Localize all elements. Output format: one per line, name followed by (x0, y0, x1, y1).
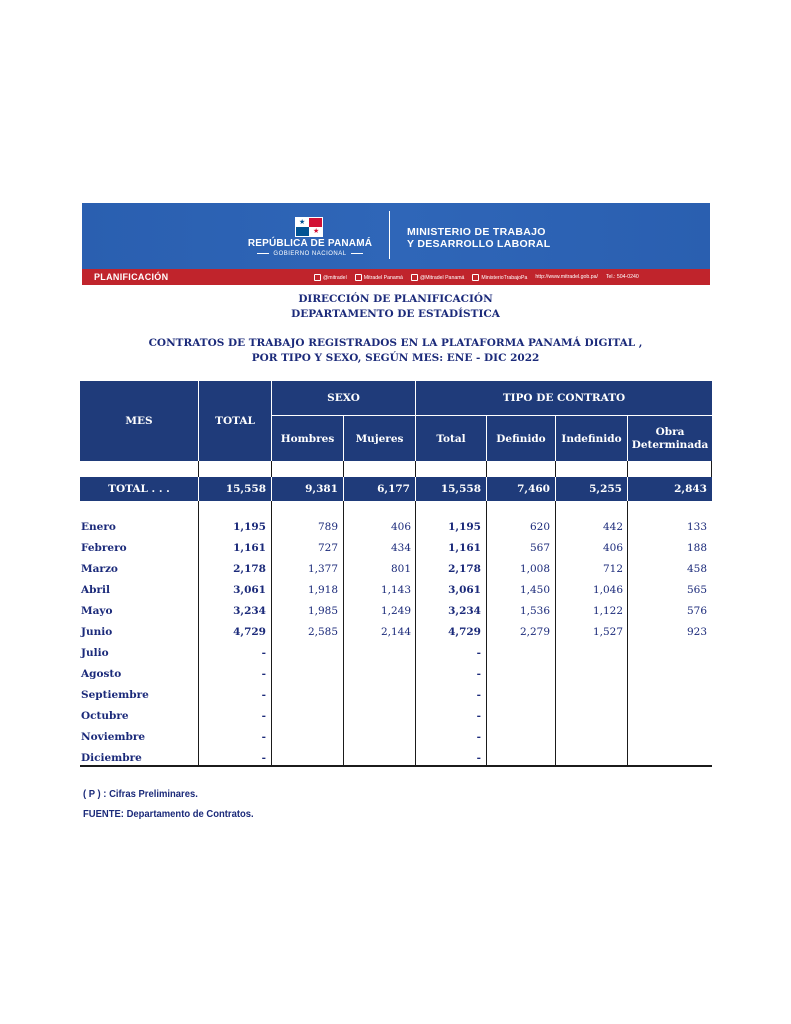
cell-mujeres: 801 (390, 562, 411, 575)
cell-total: - (261, 688, 266, 701)
cell-obra: 188 (686, 541, 707, 554)
header-mujeres: Mujeres (355, 432, 404, 445)
cell-definido: 620 (529, 520, 550, 533)
cell-indefinido: 1,046 (592, 583, 623, 596)
table-row (80, 516, 712, 537)
cell-total-contrato: - (476, 667, 481, 680)
cell-mes: Junio (81, 625, 113, 638)
totals-total-contrato: 15,558 (440, 483, 481, 495)
cell-obra: 458 (686, 562, 707, 575)
cell-definido: 2,279 (519, 625, 550, 638)
cell-total-contrato: - (476, 646, 481, 659)
cell-obra: 565 (686, 583, 707, 596)
header-indefinido: Indefinido (561, 432, 622, 445)
social-twitter: @mitradel (314, 274, 347, 281)
cell-indefinido: 1,527 (592, 625, 623, 638)
cell-obra: 576 (686, 604, 707, 617)
cell-mujeres: 1,143 (380, 583, 411, 596)
title-line-1: CONTRATOS DE TRABAJO REGISTRADOS EN LA PLATAFORMA PANAMÁ DIGITAL , (148, 337, 643, 349)
cell-mes: Agosto (81, 667, 122, 680)
cell-obra: 133 (686, 520, 707, 533)
table-row (80, 684, 712, 705)
government-label: GOBIERNO NACIONAL (240, 251, 380, 257)
header-obra-determinada: Obra Determinada (631, 425, 709, 451)
cell-total: 1,195 (233, 520, 266, 533)
cell-total-contrato: 2,178 (448, 562, 481, 575)
cell-total-contrato: - (476, 751, 481, 764)
phone-label: Tel.: 504-0240 (605, 274, 639, 280)
ministry-line-2: Y DESARROLLO LABORAL (407, 238, 551, 250)
totals-total: 15,558 (225, 483, 266, 495)
cell-total: - (261, 730, 266, 743)
banner-divider (389, 211, 390, 259)
cell-total: - (261, 751, 266, 764)
table-row (80, 642, 712, 663)
instagram-icon (411, 274, 418, 281)
totals-indefinido: 5,255 (589, 483, 622, 495)
cell-definido: 1,536 (519, 604, 550, 617)
title-line-2: POR TIPO Y SEXO, SEGÚN MES: ENE - DIC 2022 (251, 352, 540, 364)
cell-mes: Mayo (81, 604, 113, 617)
republic-label: REPÚBLICA DE PANAMÁ (247, 238, 373, 249)
cell-obra: 923 (686, 625, 707, 638)
cell-definido: 567 (529, 541, 550, 554)
banner-top (82, 203, 710, 269)
website-link: http://www.mitradel.gob.pa/ (535, 274, 598, 280)
totals-label: TOTAL . . . (108, 483, 170, 495)
cell-mes: Julio (81, 646, 109, 659)
cell-mujeres: 434 (390, 541, 411, 554)
cell-mes: Septiembre (81, 688, 149, 701)
cell-total-contrato: 1,161 (448, 541, 481, 554)
cell-total: 1,161 (233, 541, 266, 554)
table-row (80, 600, 712, 621)
cell-indefinido: 712 (602, 562, 623, 575)
table-row (80, 663, 712, 684)
cell-hombres: 727 (317, 541, 338, 554)
table-bottom-border (80, 765, 712, 767)
twitter-icon (314, 274, 321, 281)
cell-mujeres: 406 (390, 520, 411, 533)
cell-total: - (261, 667, 266, 680)
cell-indefinido: 442 (602, 520, 623, 533)
header-hombres: Hombres (280, 432, 335, 445)
header-total: TOTAL (215, 415, 255, 427)
table-row (80, 558, 712, 579)
cell-mujeres: 2,144 (380, 625, 411, 638)
header-sexo: SEXO (327, 392, 360, 404)
cell-mes: Noviembre (81, 730, 146, 743)
cell-total: - (261, 709, 266, 722)
totals-row (80, 477, 712, 501)
cell-total: 3,061 (233, 583, 266, 596)
cell-definido: 1,008 (519, 562, 550, 575)
section-label: PLANIFICACIÓN (94, 272, 169, 282)
cell-mujeres: 1,249 (380, 604, 411, 617)
note-source: FUENTE: Departamento de Contratos. (83, 808, 254, 820)
cell-total-contrato: 3,061 (448, 583, 481, 596)
cell-mes: Febrero (81, 541, 127, 554)
header-tipo-contrato: TIPO DE CONTRATO (502, 392, 626, 404)
table-row (80, 621, 712, 642)
heading-department-1: DIRECCIÓN DE PLANIFICACIÓN (298, 293, 493, 305)
cell-mes: Enero (81, 520, 116, 533)
totals-obra: 2,843 (674, 483, 707, 495)
cell-total-contrato: - (476, 709, 481, 722)
table-row (80, 726, 712, 747)
cell-definido: 1,450 (519, 583, 550, 596)
cell-indefinido: 1,122 (592, 604, 623, 617)
heading-department-2: DEPARTAMENTO DE ESTADÍSTICA (291, 308, 500, 320)
note-preliminary: ( P ) : Cifras Preliminares. (83, 788, 198, 800)
table-header (80, 381, 712, 461)
table-row (80, 537, 712, 558)
cell-hombres: 2,585 (307, 625, 338, 638)
social-youtube: MinisterioTrabajoPa (472, 274, 527, 281)
cell-total-contrato: 3,234 (448, 604, 481, 617)
table-row (80, 705, 712, 726)
table-row (80, 579, 712, 600)
panama-flag-icon: ★ ★ (295, 217, 323, 237)
social-links (314, 274, 639, 281)
totals-hombres: 9,381 (305, 483, 338, 495)
cell-total: - (261, 646, 266, 659)
cell-total-contrato: 1,195 (448, 520, 481, 533)
ministry-name (407, 226, 550, 250)
cell-mes: Abril (81, 583, 110, 596)
header-mes: MES (125, 415, 153, 427)
ministry-line-1: MINISTERIO DE TRABAJO (407, 226, 546, 238)
facebook-icon (355, 274, 362, 281)
totals-mujeres: 6,177 (377, 483, 410, 495)
cell-total-contrato: 4,729 (448, 625, 481, 638)
social-instagram: @Mitradel Panamá (411, 274, 464, 281)
cell-hombres: 1,985 (307, 604, 338, 617)
youtube-icon (472, 274, 479, 281)
cell-mes: Octubre (81, 709, 129, 722)
totals-definido: 7,460 (517, 483, 550, 495)
cell-mes: Diciembre (81, 751, 142, 764)
cell-mes: Marzo (81, 562, 118, 575)
cell-total-contrato: - (476, 730, 481, 743)
social-facebook: Mitradel Panamá (355, 274, 403, 281)
cell-indefinido: 406 (602, 541, 623, 554)
cell-total: 3,234 (233, 604, 266, 617)
banner-strip (82, 269, 710, 285)
ministry-banner (82, 203, 710, 285)
header-total-contrato: Total (436, 432, 466, 445)
cell-hombres: 789 (317, 520, 338, 533)
cell-hombres: 1,918 (307, 583, 338, 596)
cell-total: 2,178 (233, 562, 266, 575)
cell-total: 4,729 (233, 625, 266, 638)
header-definido: Definido (496, 432, 546, 445)
cell-total-contrato: - (476, 688, 481, 701)
cell-hombres: 1,377 (307, 562, 338, 575)
